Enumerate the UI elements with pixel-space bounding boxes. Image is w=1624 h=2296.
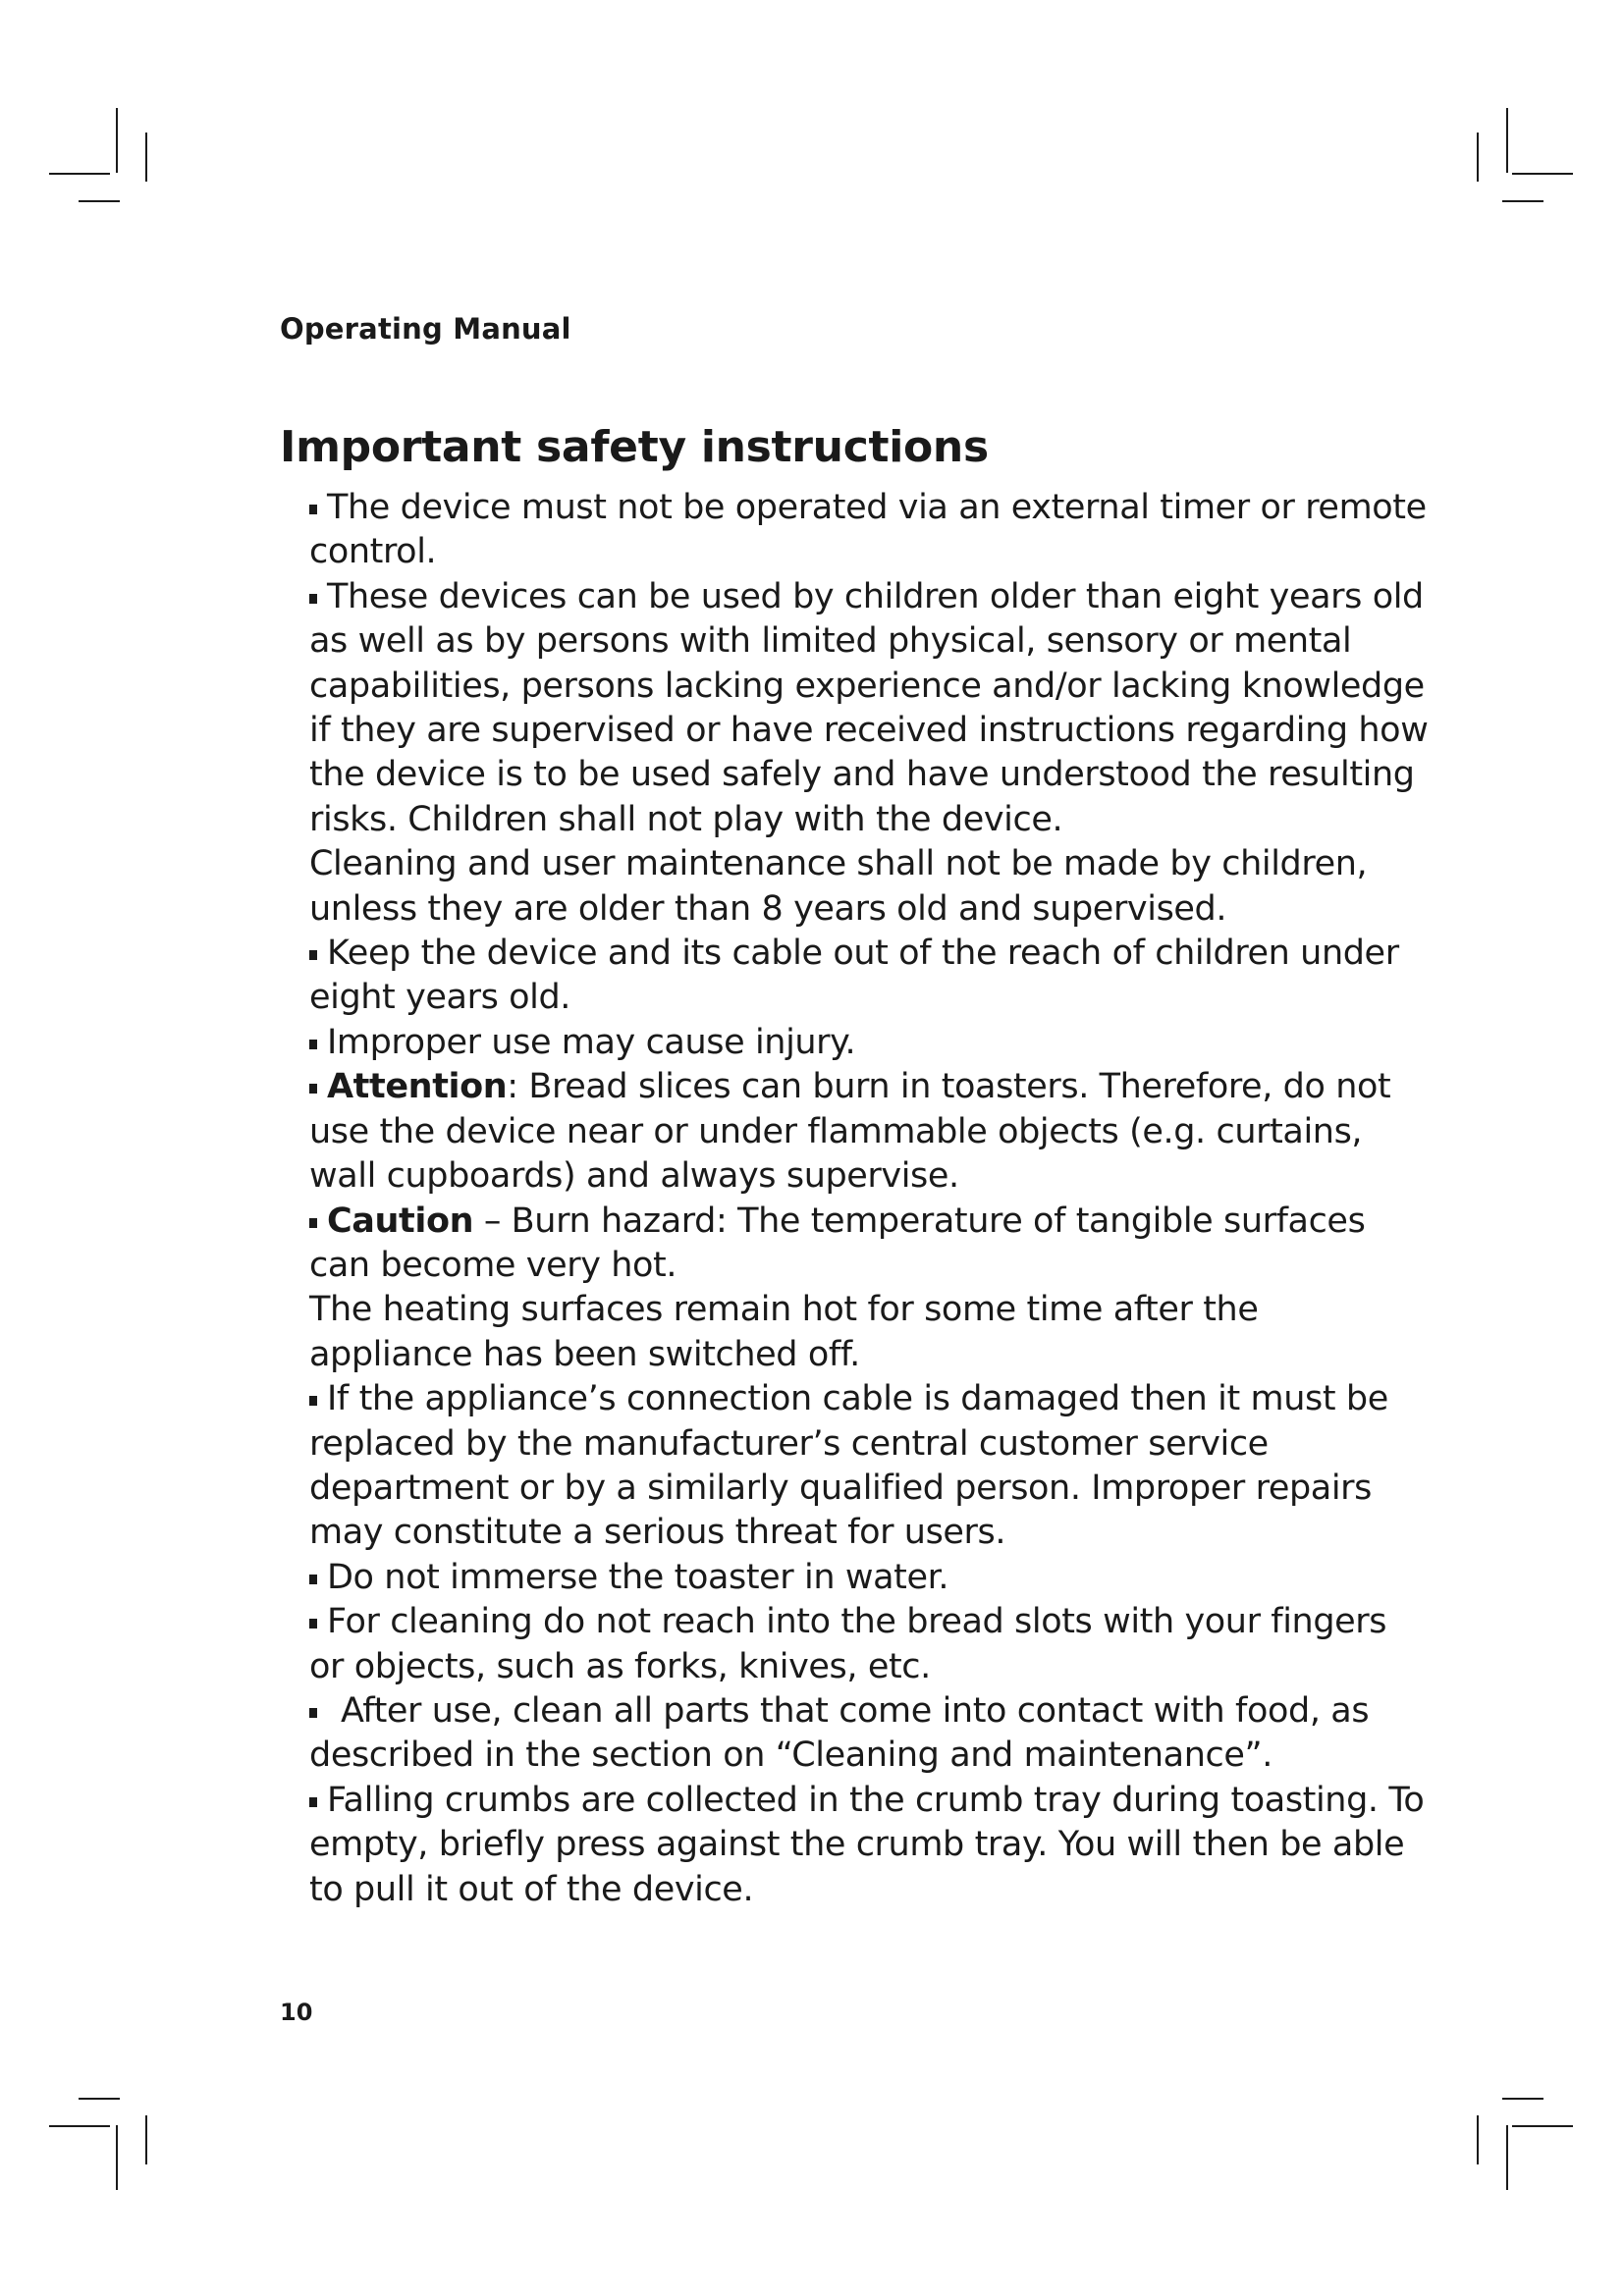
list-item — [309, 1600, 1429, 1689]
crop-mark — [1502, 2098, 1543, 2100]
item-text: If the appliance’s connection cable is damaged then it must be replaced by the manufacturer’s central customer service department or by a similarly qualified person. Improper repairs may constitute a serious threat for users. — [309, 1379, 1388, 1553]
item-text: Do not immerse the toaster in water. — [327, 1557, 949, 1597]
list-item — [309, 1689, 1429, 1779]
crop-mark — [1512, 173, 1573, 175]
crop-mark — [145, 133, 147, 182]
bullet-icon — [309, 1797, 317, 1807]
crop-mark — [116, 2125, 118, 2190]
item-text: Keep the device and its cable out of the reach of children under eight years old. — [309, 934, 1399, 1018]
crop-mark — [79, 200, 120, 202]
crop-mark — [1477, 133, 1479, 182]
list-item — [309, 486, 1429, 575]
item-text: These devices can be used by children older than eight years old as well as by persons with limited physical, sensory or mental capabilities, persons lacking experience and/or lacking knowledge if they are supervised or have received instructions regarding how the device is to be used safely and have understood the resulting risks. Children shall not play with the device. — [309, 576, 1429, 839]
bullet-icon — [309, 1708, 317, 1718]
crop-mark — [145, 2115, 147, 2164]
bullet-icon — [309, 1619, 317, 1629]
page-number: 10 — [280, 1999, 313, 2026]
safety-instructions-list — [309, 486, 1429, 1912]
bullet-icon — [309, 1396, 317, 1406]
crop-mark — [49, 2125, 110, 2127]
item-text: – Burn hazard: The temperature of tangible surfaces can become very hot. — [309, 1201, 1366, 1285]
item-text: Cleaning and user maintenance shall not be made by children, unless they are older than 8 years old and supervised. — [309, 844, 1368, 929]
list-item — [309, 1556, 1429, 1600]
item-text: After use, clean all parts that come into contact with food, as described in the section on “Cleaning and maintenance”. — [309, 1690, 1370, 1776]
bullet-icon — [309, 594, 317, 604]
item-text: The device must not be operated via an external timer or remote control. — [309, 488, 1427, 572]
bullet-icon — [309, 1084, 317, 1094]
list-item — [309, 842, 1429, 932]
crop-mark — [79, 2098, 120, 2100]
bullet-icon — [309, 505, 317, 514]
attention-keyword: Attention — [327, 1067, 508, 1107]
page-title: Important safety instructions — [280, 422, 989, 472]
list-item — [309, 932, 1429, 1021]
crop-mark — [116, 108, 118, 173]
crop-mark — [1512, 2125, 1573, 2127]
item-text: Improper use may cause injury. — [327, 1022, 856, 1062]
list-item — [309, 575, 1429, 842]
list-item — [309, 1377, 1429, 1556]
list-item — [309, 1288, 1429, 1377]
crop-mark — [1506, 108, 1508, 173]
list-item — [309, 1065, 1429, 1199]
running-header: Operating Manual — [280, 312, 571, 346]
crop-mark — [1477, 2115, 1479, 2164]
bullet-icon — [309, 1040, 317, 1049]
list-item — [309, 1779, 1429, 1912]
crop-mark — [49, 173, 110, 175]
item-text: For cleaning do not reach into the bread slots with your fingers or objects, such as forks, knives, etc. — [309, 1602, 1387, 1686]
crop-mark — [1506, 2125, 1508, 2190]
list-item — [309, 1021, 1429, 1065]
caution-keyword: Caution — [327, 1201, 474, 1241]
bullet-icon — [309, 1575, 317, 1584]
item-text: : Bread slices can burn in toasters. Therefore, do not use the device near or under flammable objects (e.g. curtains, wall cupboards) and always supervise. — [309, 1067, 1391, 1197]
list-item — [309, 1200, 1429, 1289]
bullet-icon — [309, 950, 317, 960]
crop-mark — [1502, 200, 1543, 202]
item-text: The heating surfaces remain hot for some time after the appliance has been switched off. — [309, 1290, 1259, 1374]
bullet-icon — [309, 1218, 317, 1228]
item-text: Falling crumbs are collected in the crumb tray during toasting. To empty, briefly press against the crumb tray. You will then be able to pull it out of the device. — [309, 1780, 1425, 1909]
